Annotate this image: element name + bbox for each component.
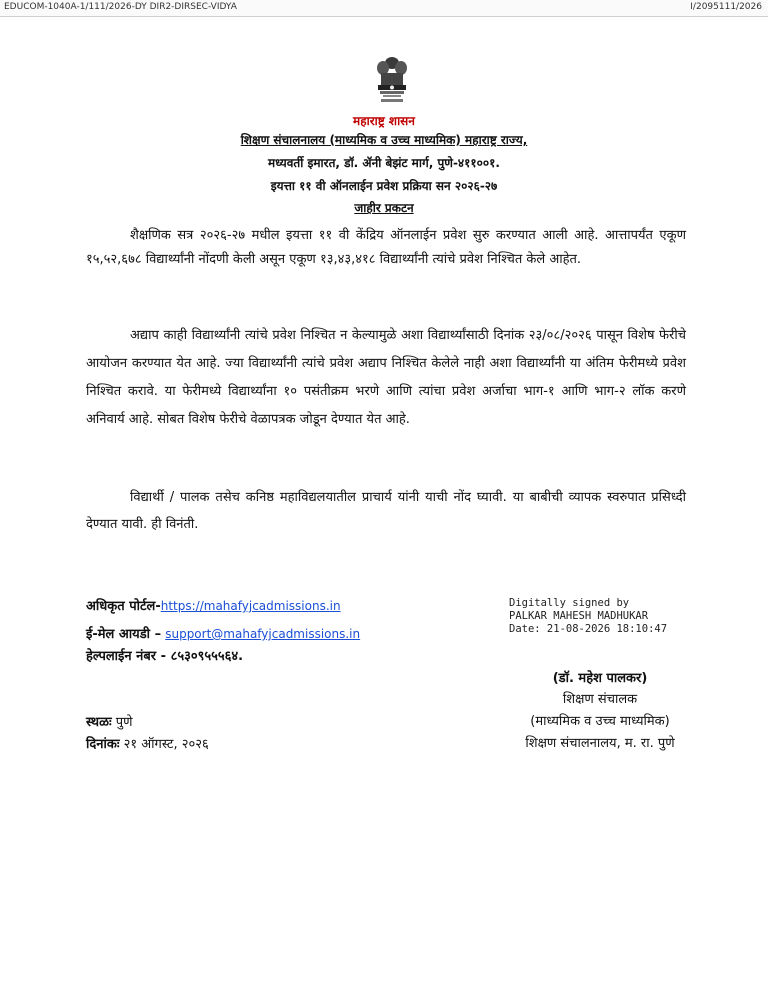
document-reference-bar [0, 0, 768, 17]
place-line [86, 712, 133, 730]
digital-signature-block [509, 597, 667, 636]
place-value: पुणे [115, 715, 133, 730]
national-emblem-icon [371, 55, 413, 107]
date-label: दिनांकः [86, 737, 120, 752]
inward-reference: I/2095111/2026 [690, 2, 762, 12]
helpline-number: हेल्पलाईन नंबर - ८५३०९५५५६४. [86, 649, 244, 664]
signature-date: Date: 21-08-2026 18:10:47 [509, 623, 668, 635]
portal-label: अधिकृत पोर्टल- [86, 599, 161, 614]
outward-reference: EDUCOM-1040A-1/111/2026-DY DIR2-DIRSEC-VIDYA [4, 2, 237, 12]
paragraph-special-round: अद्याप काही विद्यार्थ्यांनी त्यांचे प्रवेश निश्चित न केल्यामुळे अशा विद्यार्थ्यांसाठी दिनांक २३/०८/२०२६ पासून विशेष फेरीचे आयोजन करण्यात येत आहे. ज्या विद्यार्थ्यांनी त्यांचे प्रवेश अद्याप निश्चित केलेले नाही अशा विद्यार्थ्यांनी या अंतिम फेरीमध्ये प्रवेश निश्चित करावे. या फेरीमध्ये विद्यार्थ्यांना १० पसंतीक्रम भरणे आणि त्यांचा प्रवेश अर्जाचा भाग-१ आणि भाग-२ लॉक करणे अनिवार्य आहे. सोबत विशेष फेरीचे वेळापत्रक जोडून देण्यात येत आहे. [86, 328, 686, 427]
directorate-title: शिक्षण संचालनालय (माध्यमिक व उच्च माध्यमिक) महाराष्ट्र राज्य, [240, 133, 528, 147]
email-label: ई-मेल आयडी – [86, 627, 162, 642]
date-value: २१ ऑगस्ट, २०२६ [123, 737, 209, 752]
place-label: स्थळः [86, 715, 112, 730]
signatory-division: (माध्यमिक व उच्च माध्यमिक) [530, 714, 670, 729]
paragraph-registration: शैक्षणिक सत्र २०२६-२७ मधील इयत्ता ११ वी केंद्रिय ऑनलाईन प्रवेश सुरु करण्यात आली आहे. आत्तापर्यंत एकूण १५,५२,६७८ विद्यार्थ्यांनी नोंदणी केली असून एकूण १३,४३,४१८ विद्यार्थ्यांनी त्यांचे प्रवेश निश्चित केले आहेत. [86, 228, 686, 267]
signature-line-1: Digitally signed by [509, 597, 630, 609]
date-line [86, 734, 209, 752]
notice-heading: जाहीर प्रकटन [354, 201, 414, 215]
portal-line [86, 596, 341, 614]
office-address: मध्यवर्ती इमारत, डॉ. ॲनी बेझंट मार्ग, पुणे-४११००१. [268, 156, 500, 170]
signatory-designation: शिक्षण संचालक [562, 692, 638, 707]
signature-signer: PALKAR MAHESH MADHUKAR [509, 610, 649, 622]
email-line [86, 624, 360, 642]
portal-link[interactable]: https://mahafyjcadmissions.in [160, 599, 341, 613]
signatory-office: शिक्षण संचालनालय, म. रा. पुणे [525, 736, 675, 751]
signatory-name: (डॉ. महेश पालकर) [552, 671, 648, 686]
paragraph-publicity: विद्यार्थी / पालक तसेच कनिष्ठ महाविद्यलयातील प्राचार्य यांनी याची नोंद घ्यावी. या बाबीची व्यापक स्वरुपात प्रसिध्दी देण्यात यावी. ही विनंती. [86, 490, 686, 532]
process-title: इयत्ता ११ वी ऑनलाईन प्रवेश प्रक्रिया सन २०२६-२७ [270, 179, 498, 193]
government-title: महाराष्ट्र शासन [353, 114, 415, 128]
email-link[interactable]: support@mahafyjcadmissions.in [165, 627, 361, 641]
